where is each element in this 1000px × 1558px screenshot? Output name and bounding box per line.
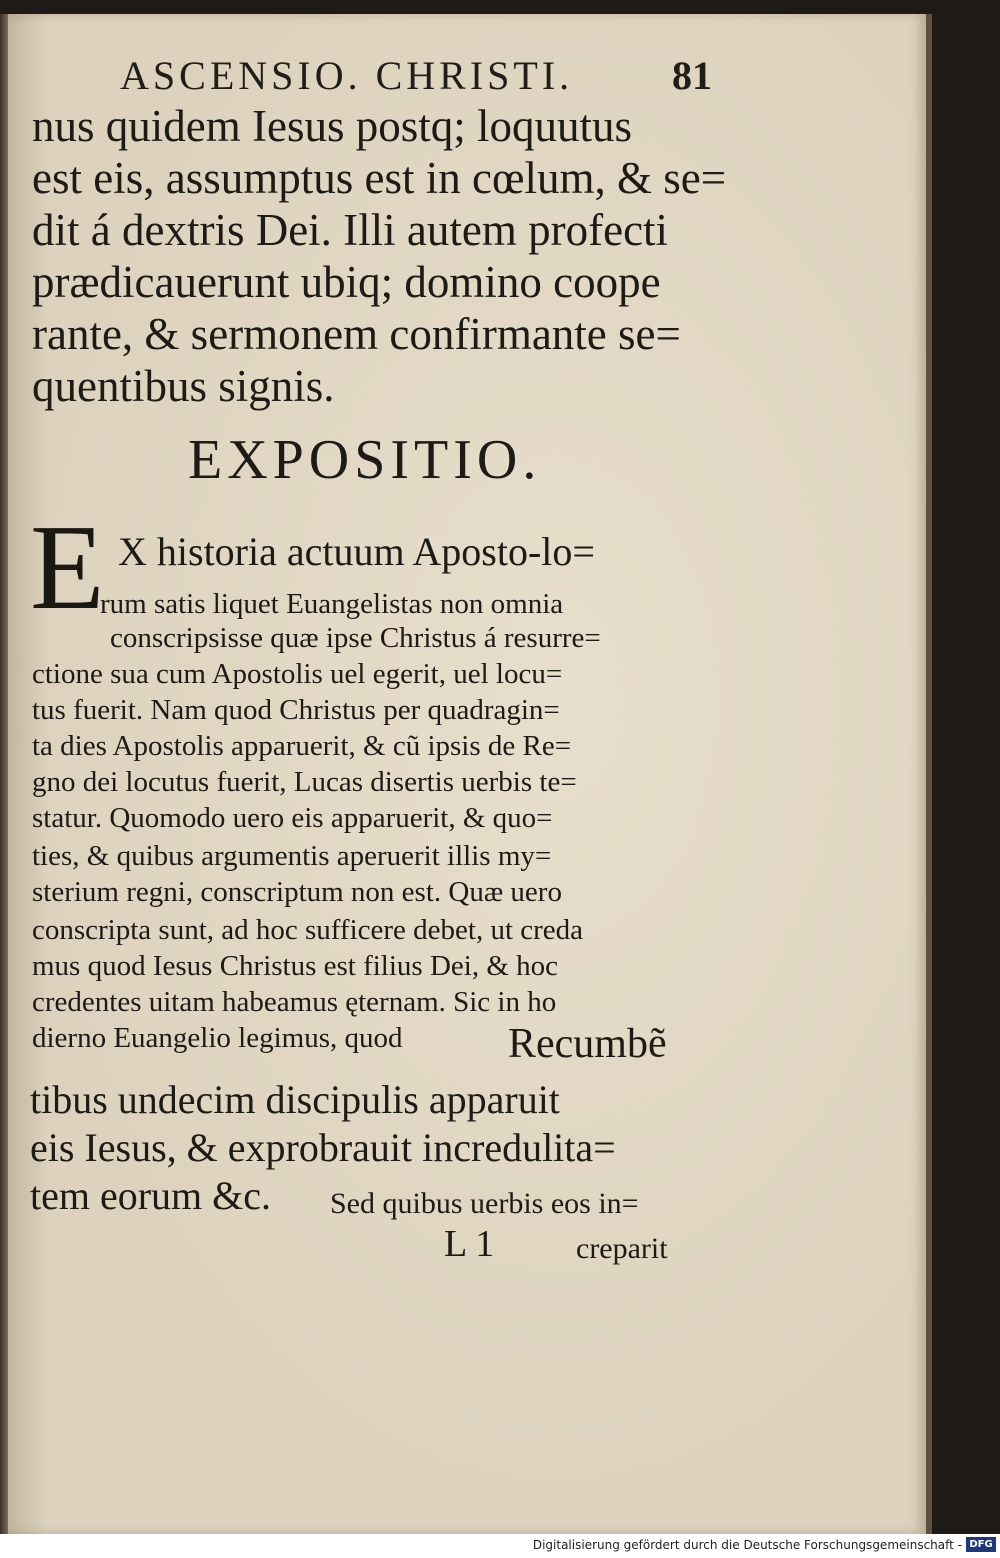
upper-text-line: prædicauerunt ubiq; domino coope <box>32 257 661 307</box>
signature-mark: L 1 <box>444 1223 495 1265</box>
upper-text-line: nus quidem Iesus postq; loquutus <box>32 101 633 151</box>
body-line: conscripsisse quæ ipse Christus á resurre= <box>110 622 601 654</box>
body-line: conscripta sunt, ad hoc sufficere debet, ut creda <box>32 914 584 946</box>
body-line: sterium regni, conscriptum non est. Quæ uero <box>32 876 562 908</box>
body-line: tus fuerit. Nam quod Christus per quadragin= <box>32 694 560 726</box>
body-line: credentes uitam habeamus ęternam. Sic in ho <box>32 986 557 1018</box>
body-line: gno dei locutus fuerit, Lucas disertis uerbis te= <box>32 766 577 798</box>
upper-text-line: quentibus signis. <box>32 361 335 411</box>
mid-text-line: tem eorum &c. <box>30 1173 272 1218</box>
mid-text-line: eis Iesus, & exprobrauit incredulita= <box>30 1125 616 1170</box>
body-line: dierno Euangelio legimus, quod <box>32 1022 403 1054</box>
body-inline-large: Recumbẽ <box>508 1021 667 1067</box>
running-title: ASCENSIO. CHRISTI. <box>120 53 574 98</box>
body-line: X historia actuum Aposto-lo= <box>118 529 595 574</box>
body-line: ctione sua cum Apostolis uel egerit, uel locu= <box>32 658 563 690</box>
body-line: ties, & quibus argumentis aperuerit illis my= <box>32 840 552 872</box>
section-title: EXPOSITIO. <box>188 429 542 491</box>
body-line: mus quod Iesus Christus est filius Dei, & hoc <box>32 950 559 982</box>
page-right-edge <box>926 14 932 1534</box>
drop-cap-initial: E <box>30 500 105 635</box>
upper-text-line: dit á dextris Dei. Illi autem profecti <box>32 205 669 255</box>
catchword: creparit <box>576 1232 668 1265</box>
body-line: rum satis liquet Euangelistas non omnia <box>100 588 564 620</box>
folio-number: 81 <box>672 53 712 98</box>
upper-text-line: est eis, assumptus est in cœlum, & se= <box>32 153 727 203</box>
body-line: ta dies Apostolis apparuerit, & cũ ipsis de Re= <box>32 730 572 762</box>
mid-text-line: tibus undecim discipulis apparuit <box>30 1077 560 1122</box>
dfg-logo: DFG <box>966 1537 996 1552</box>
body-line: statur. Quomodo uero eis apparuerit, & quo= <box>32 802 553 834</box>
upper-text-line: rante, & sermonem confirmante se= <box>32 309 681 359</box>
last-text-line: Sed quibus uerbis eos in= <box>330 1187 639 1220</box>
footer-credit: Digitalisierung gefördert durch die Deutsche Forschungsgemeinschaft - <box>532 1538 962 1552</box>
